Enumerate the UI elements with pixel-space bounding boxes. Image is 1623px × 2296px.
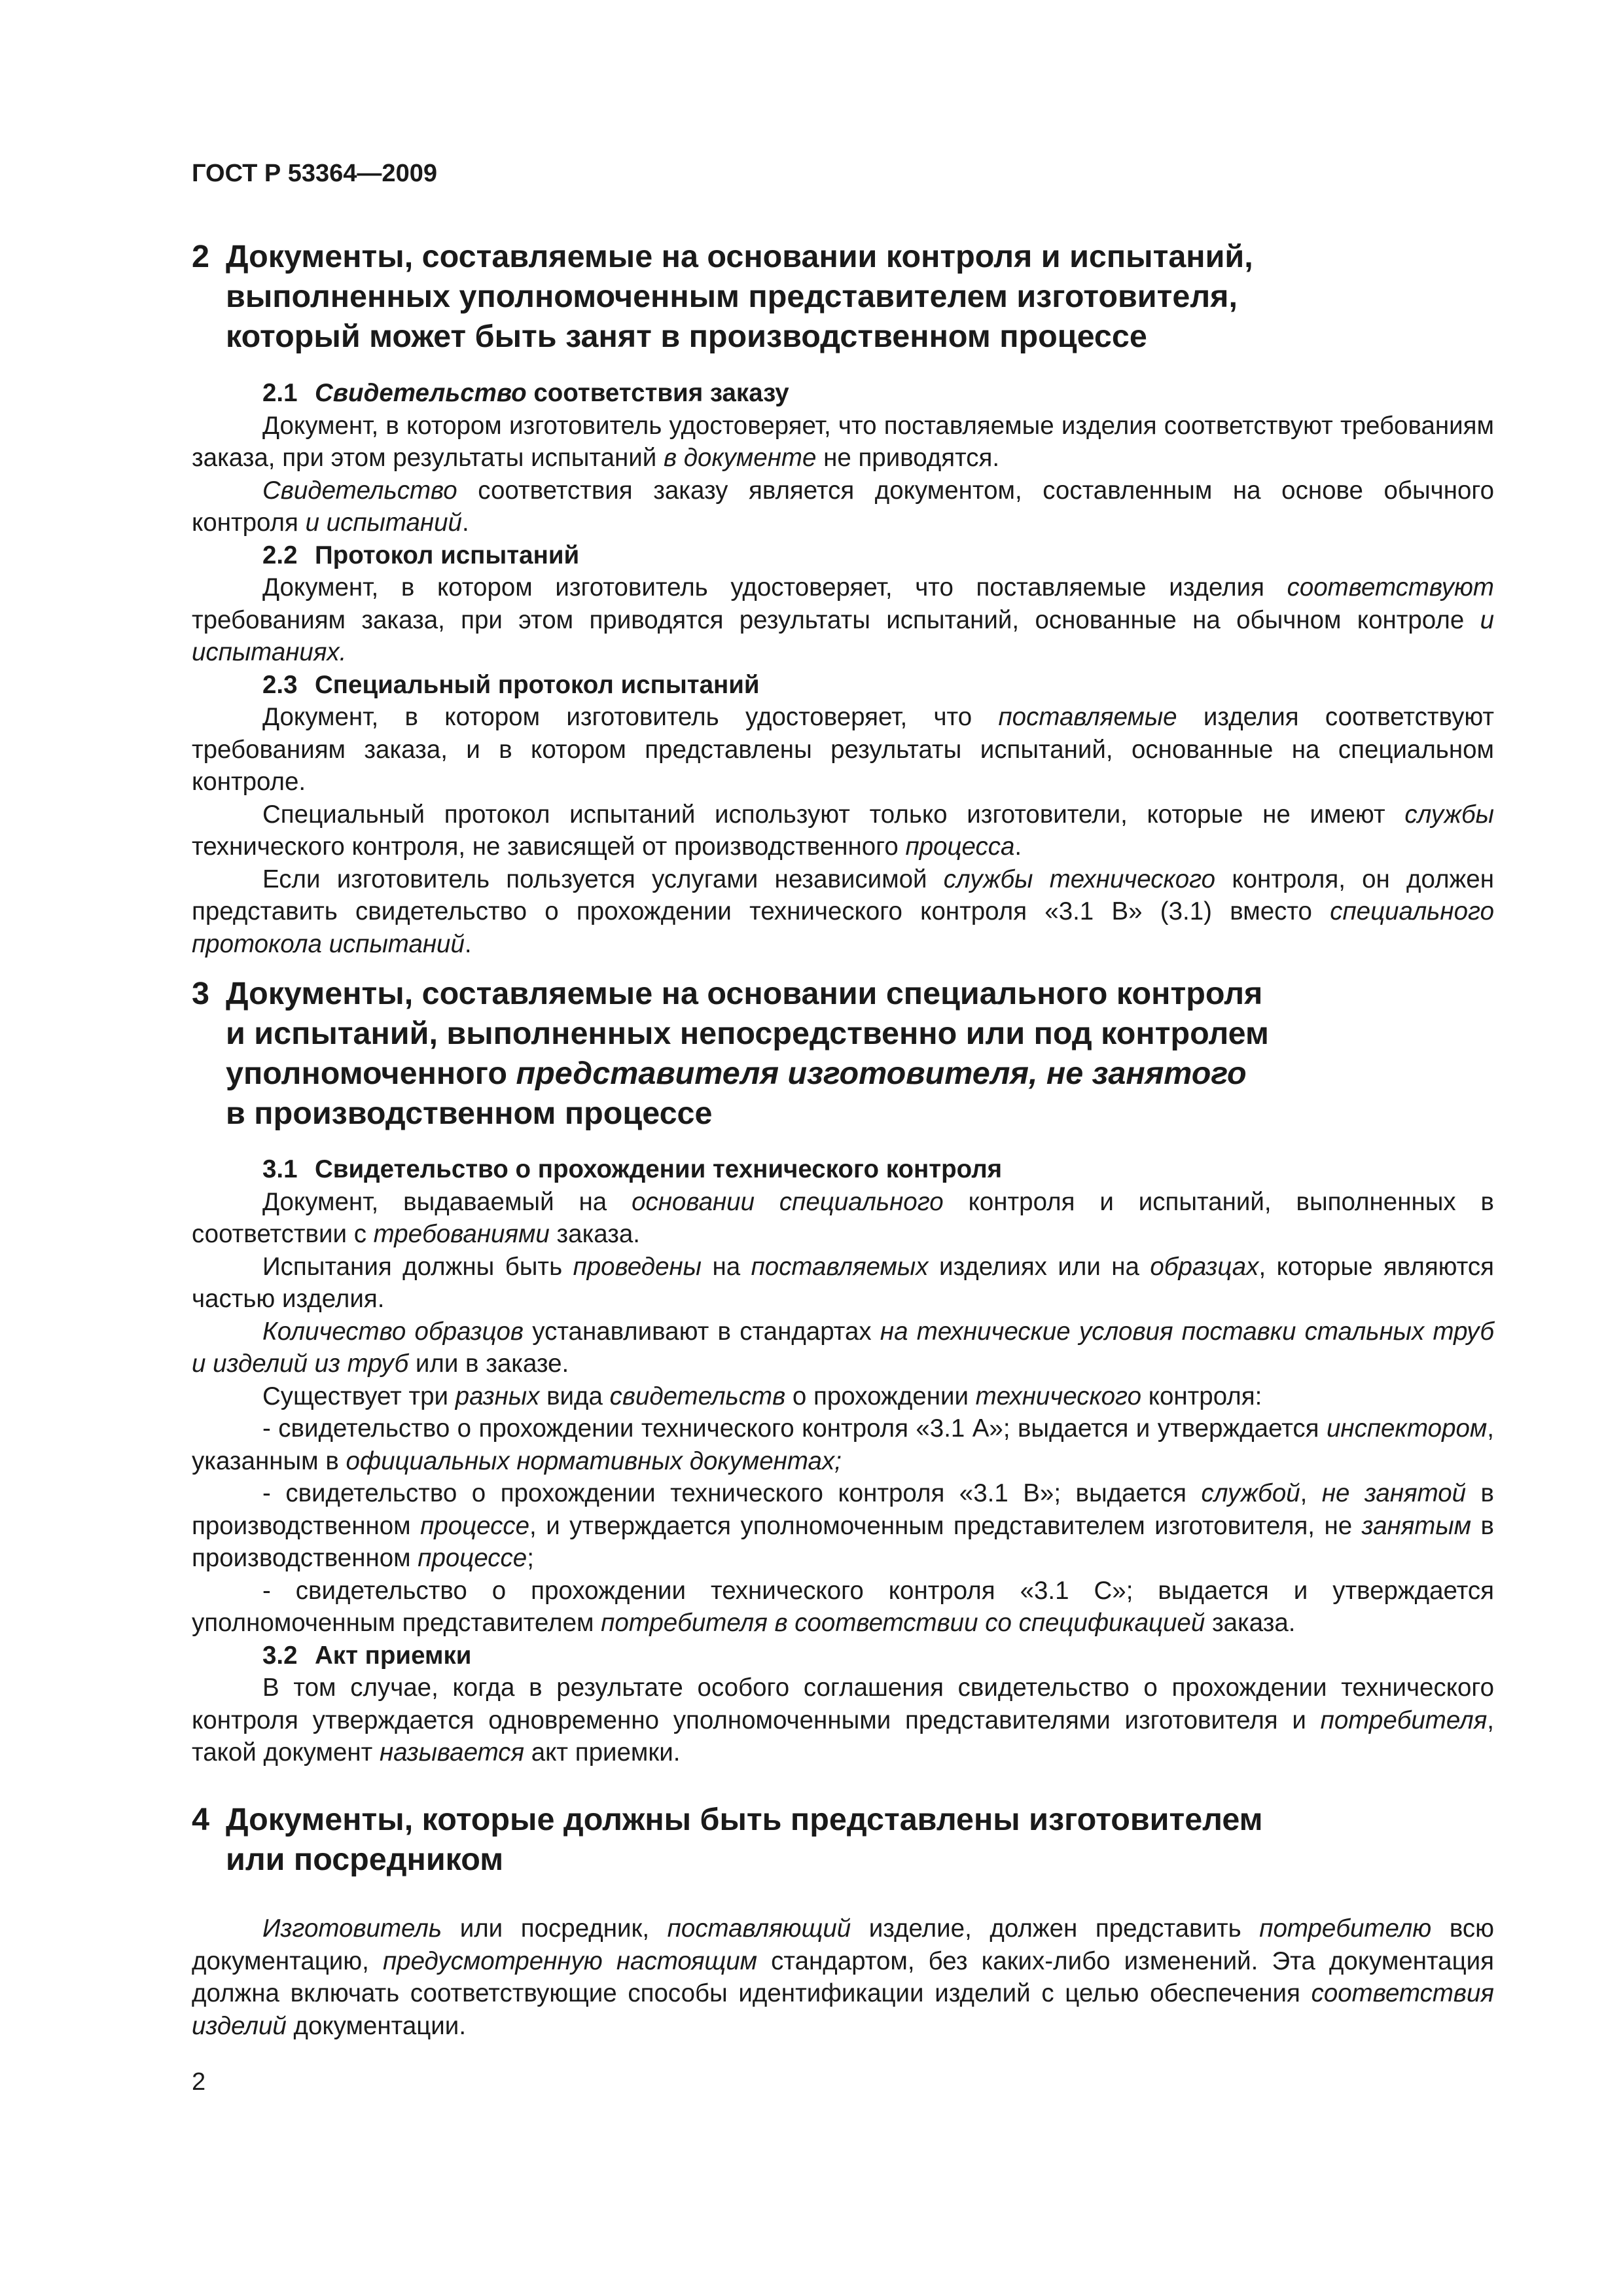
subsection-heading: 2.3 Специальный протокол испытаний bbox=[262, 670, 760, 699]
paragraph: Документ, в котором изготовитель удостоверяет, что поставляемые изделия соответствуют требованиям заказа, и в котором представлены результаты испытаний, основанные на специальном контроле. bbox=[192, 703, 1494, 796]
section-title-line: Документы, которые должны быть представлены изготовителем bbox=[226, 1802, 1263, 1837]
paragraph: Если изготовитель пользуется услугами независимой службы технического контроля, он должен представить свидетельство о прохождении технического контроля «3.1 В» (3.1) вместо специального протокола испытаний. bbox=[192, 865, 1494, 958]
section-title-line: в производственном процессе bbox=[226, 1096, 713, 1131]
section-3-heading bbox=[192, 974, 1494, 1134]
section-title-line: уполномоченного представителя изготовителя, не занятого bbox=[226, 1056, 1247, 1091]
paragraph: Документ, в котором изготовитель удостоверяет, что поставляемые изделия соответствуют требованиям заказа, при этом результаты испытаний в документе не приводятся. bbox=[192, 411, 1494, 472]
section-4-body bbox=[192, 1912, 1494, 2042]
section-title-line: который может быть занят в производственном процессе bbox=[226, 319, 1147, 354]
section-3-body bbox=[192, 1153, 1494, 1769]
page-number: 2 bbox=[192, 2068, 206, 2096]
section-2-heading bbox=[192, 237, 1494, 357]
section-title-line: Документы, составляемые на основании контроля и испытаний, bbox=[226, 239, 1253, 274]
list-item: - свидетельство о прохождении технического контроля «3.1 А»; выдается и утверждается инспектором, указанным в официальных нормативных документах; bbox=[192, 1414, 1494, 1475]
standard-code-header: ГОСТ Р 53364—2009 bbox=[192, 160, 437, 187]
section-4-heading bbox=[192, 1800, 1494, 1880]
paragraph: Специальный протокол испытаний используют только изготовители, которые не имеют службы технического контроля, не зависящей от производственного процесса. bbox=[192, 800, 1494, 861]
subsection-heading: 2.1 Свидетельство соответствия заказу bbox=[262, 379, 789, 407]
section-2-body bbox=[192, 377, 1494, 960]
list-item: - свидетельство о прохождении технического контроля «3.1 С»; выдается и утверждается уполномоченным представителем потребителя в соответствии со спецификацией заказа. bbox=[192, 1576, 1494, 1637]
paragraph: Свидетельство соответствия заказу является документом, составленным на основе обычного контроля и испытаний. bbox=[192, 476, 1494, 537]
section-title-line: или посредником bbox=[226, 1842, 504, 1877]
paragraph: Испытания должны быть проведены на поставляемых изделиях или на образцах, которые являются частью изделия. bbox=[192, 1252, 1495, 1313]
list-item: - свидетельство о прохождении технического контроля «3.1 В»; выдается службой, не занятой в производственном процессе, и утверждается уполномоченным представителем изготовителя, не занятым в производственном процессе; bbox=[192, 1479, 1495, 1572]
subsection-heading: 2.2 Протокол испытаний bbox=[262, 541, 580, 569]
section-number: 4 bbox=[192, 1802, 209, 1837]
section-number: 2 bbox=[192, 239, 209, 274]
section-title-line: Документы, составляемые на основании специального контроля bbox=[226, 976, 1263, 1011]
paragraph: Существует три разных вида свидетельств о прохождении технического контроля: bbox=[262, 1382, 1262, 1410]
section-title-line: выполненных уполномоченным представителем изготовителя, bbox=[226, 279, 1238, 314]
subsection-heading: 3.2 Акт приемки bbox=[262, 1641, 472, 1670]
paragraph: Изготовитель или посредник, поставляющий изделие, должен представить потребителю всю документацию, предусмотренную настоящим стандартом, без каких-либо изменений. Эта документация должна включать соответствующие способы идентификации изделий с целью обеспечения соответствия изделий документации. bbox=[192, 1914, 1495, 2040]
section-title-line: и испытаний, выполненных непосредственно или под контролем bbox=[226, 1016, 1269, 1051]
paragraph: Количество образцов устанавливают в стандартах на технические условия поставки стальных труб и изделий из труб или в заказе. bbox=[192, 1317, 1494, 1378]
section-number: 3 bbox=[192, 976, 209, 1011]
paragraph: Документ, выдаваемый на основании специального контроля и испытаний, выполненных в соответствии с требованиями заказа. bbox=[192, 1187, 1494, 1248]
subsection-heading: 3.1 Свидетельство о прохождении технического контроля bbox=[262, 1155, 1003, 1183]
paragraph: В том случае, когда в результате особого соглашения свидетельство о прохождении технического контроля утверждается одновременно уполномоченными представителями изготовителя и потребителя, такой документ называется акт приемки. bbox=[192, 1674, 1494, 1767]
paragraph: Документ, в котором изготовитель удостоверяет, что поставляемые изделия соответствуют требованиям заказа, при этом приводятся результаты испытаний, основанные на обычном контроле и испытаниях. bbox=[192, 573, 1494, 666]
